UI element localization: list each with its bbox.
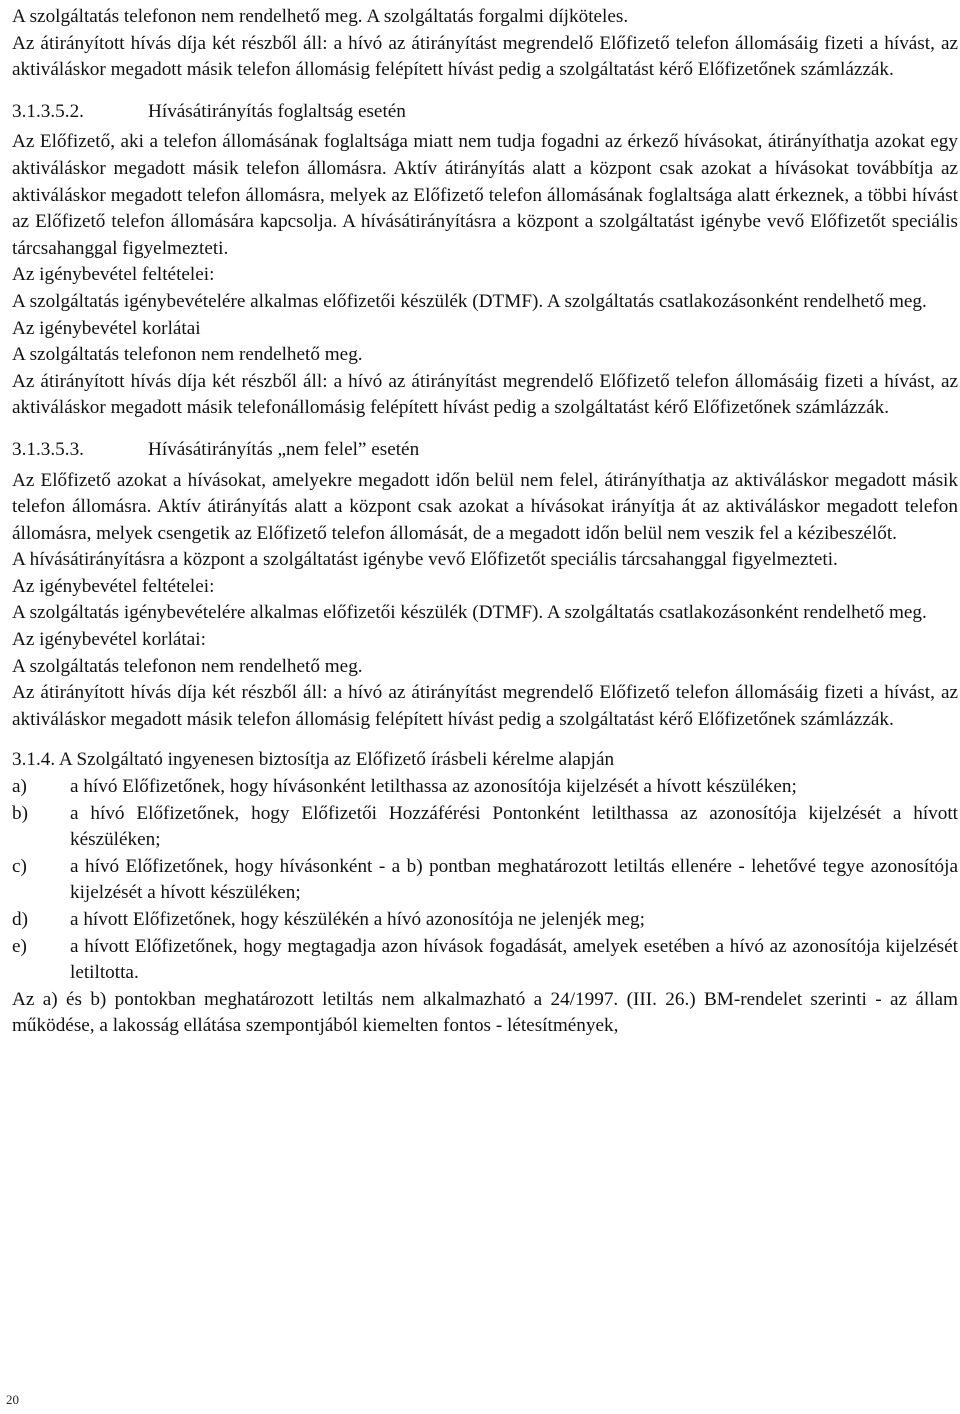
paragraph: Az átirányított hívás díja két részből áll: a hívó az átirányítást megrendelő Előfizető telefon állomásáig fizeti a hívást, az aktiváláskor megadott másik telefon állomásig felépített hívást pedig a szolgáltatást kérő Előfizetőnek számlázzák. [12,32,958,81]
paragraph: Az átirányított hívás díja két részből áll: a hívó az átirányítást megrendelő Előfizető telefon állomásáig fizeti a hívást, az aktiváláskor megadott másik telefon állomásig felépített hívást pedig a szolgáltatást kérő Előfizetőnek számlázzák. [12,682,958,730]
list-item-label: e) [12,935,27,957]
paragraph: A szolgáltatás telefonon nem rendelhető meg. [12,344,363,366]
list-item [12,854,958,907]
list-item-text: a hívott Előfizetőnek, hogy készülékén a hívó azonosítója ne jelenjék meg; [70,909,645,930]
list-item-text: a hívó Előfizetőnek, hogy hívásonként letilthassa az azonosítója kijelzését a hívott készüléken; [70,776,797,798]
subheading: Az igénybevétel feltételei: [12,575,215,597]
list-item-label: c) [12,855,27,877]
section-title: Hívásátirányítás foglaltság esetén [148,100,406,122]
section-number: 3.1.3.5.3. [12,438,84,460]
paragraph: A szolgáltatás igénybevételére alkalmas előfizetői készülék (DTMF). A szolgáltatás csatlakozásonként rendelhető meg. [12,290,927,312]
spacer [12,733,958,747]
paragraph: A szolgáltatás telefonon nem rendelhető meg. [12,655,363,677]
document-body [12,4,958,1040]
paragraph: A szolgáltatás telefonon nem rendelhető meg. A szolgáltatás forgalmi díjköteles. [12,6,629,27]
section-title: Hívásátirányítás „nem felel” esetén [148,438,420,460]
section-number: 3.1.3.5.2. [12,100,84,122]
list-item-text: a hívó Előfizetőnek, hogy hívásonként - a b) pontban meghatározott letiltás ellenére - lehetővé tegye azonosítója kijelzését a hívott készüléken; [70,855,958,904]
list-item-label: a) [12,776,27,798]
paragraph: Az Előfizető, aki a telefon állomásának foglaltsága miatt nem tudja fogadni az érkező hívásokat, átirányíthatja azokat egy aktiváláskor megadott másik telefon állomásra. Aktív átirányítás alatt a központ csak azokat a hívásokat továbbítja az aktiváláskor megadott telefon állomásra, melyek az Előfizető telefon állomásának foglaltsága alatt érkeznek, a többi hívást az Előfizető telefon állomására kapcsolja. A hívásátirányításra a központ a szolgáltatást igénybe vevő Előfizetőt speciális tárcsahanggal figyelmezteti. [12,131,958,259]
subheading: Az igénybevétel korlátai [12,317,201,339]
list-item-text: a hívó Előfizetőnek, hogy Előfizetői Hozzáférési Pontonként letilthassa az azonosítója kijelzését a hívott készüléken; [70,802,958,851]
list-item [12,907,958,934]
list-item [12,934,958,987]
subheading: Az igénybevétel korlátai: [12,629,206,651]
list-item [12,801,958,854]
list-item [12,774,958,801]
paragraph: A szolgáltatás igénybevételére alkalmas előfizetői készülék (DTMF). A szolgáltatás csatlakozásonként rendelhető meg. [12,602,927,624]
paragraph: Az a) és b) pontokban meghatározott letiltás nem alkalmazható a 24/1997. (III. 26.) BM-rendelet szerinti - az állam működése, a lakosság ellátása szempontjából kiemelten fontos - létesítmények, [12,988,958,1037]
subheading: Az igénybevétel feltételei: [12,264,215,286]
section-heading [12,99,958,126]
paragraph: A hívásátirányításra a központ a szolgáltatást igénybe vevő Előfizetőt speciális tárcsahanggal figyelmezteti. [12,549,838,571]
section-heading [12,437,958,464]
page-number: 20 [6,1392,19,1407]
list-item-text: a hívott Előfizetőnek, hogy megtagadja azon hívások fogadását, amelyek esetében a hívó az azonosítója kijelzését letiltotta. [70,935,958,984]
section-intro: 3.1.4. A Szolgáltató ingyenesen biztosítja az Előfizető írásbeli kérelme alapján [12,749,615,771]
list-item-label: b) [12,802,28,824]
paragraph: Az Előfizető azokat a hívásokat, amelyekre megadott időn belül nem felel, átirányíthatja az aktiváláskor megadott másik telefon állomásra. Aktív átirányítás alatt a központ csak azokat a hívásokat irányítja át az aktiváláskor megadott telefon állomásra, melyek csengetik az Előfizető telefon állomását, de a megadott időn belül nem veszik fel a kézibeszélőt. [12,469,958,544]
paragraph: Az átirányított hívás díja két részből áll: a hívó az átirányítást megrendelő Előfizető telefon állomásáig fizeti a hívást, az aktiváláskor megadott másik telefonállomásig felépített hívást pedig a szolgáltatást kérő Előfizetőnek számlázzák. [12,370,958,419]
list-item-label: d) [12,909,28,930]
